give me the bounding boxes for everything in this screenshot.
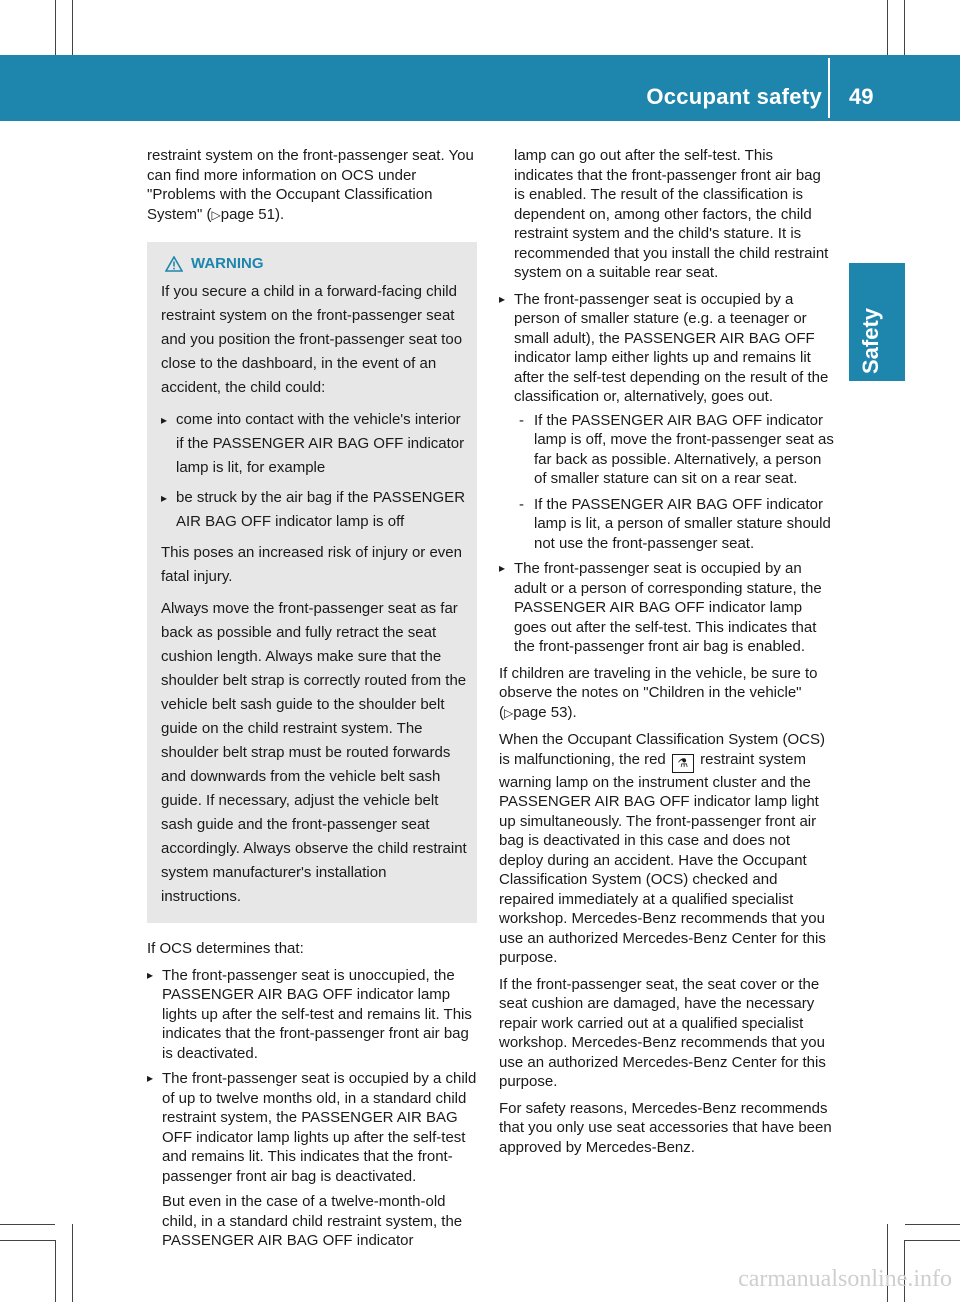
list-item: ▸ The front-passenger seat is occupied by an adult or a person of corresponding stature, the PASSENGER AIR BAG OFF indicator lamp goes out after the self-test. This indicates that the front-passenger front air bag is enabled. <box>499 559 835 657</box>
warning-paragraph: This poses an increased risk of injury or even fatal injury. <box>161 544 462 585</box>
ocs-list <box>147 966 477 1251</box>
children-paragraph: If children are traveling in the vehicle, be sure to observe the notes on "Children in the vehicle" (▷page 53). <box>499 664 818 721</box>
crop-mark <box>0 1240 55 1241</box>
seatbelt-warning-lamp-icon: ⚗ <box>672 754 694 773</box>
crop-mark <box>72 0 73 55</box>
warning-paragraph: If you secure a child in a forward-facing child restraint system on the front-passenger seat and you position the front-passenger seat too close to the dashboard, in the event of an accident, the child could: <box>161 283 463 396</box>
chapter-tab-label: Safety <box>858 307 883 374</box>
list-item: ▸ be struck by the air bag if the PASSENGER AIR BAG OFF indicator lamp is off <box>161 486 469 534</box>
right-column <box>499 146 835 1164</box>
watermark: carmanualsonline.info <box>738 1266 952 1292</box>
sub-list <box>514 411 835 554</box>
warning-paragraph: Always move the front-passenger seat as far back as possible and fully retract the seat cushion length. Always make sure that the shoulder belt strap is correctly routed from the vehicle belt sash guide to the shoulder belt guide on the child restraint system. The shoulder belt strap must be routed forwards and downwards from the vehicle belt sash guide. If necessary, adjust the vehicle belt sash guide and the front-passenger seat accordingly. Always observe the child restraint system manufacturer's installation instructions. <box>161 600 467 905</box>
warning-triangle-icon <box>165 256 183 272</box>
crop-mark <box>887 0 888 55</box>
continuation-paragraph: But even in the case of a twelve-month-old child, in a standard child restraint system, the PASSENGER AIR BAG OFF indicator <box>162 1193 463 1249</box>
warning-box <box>147 242 477 923</box>
warning-list <box>161 408 469 534</box>
warning-label: WARNING <box>191 255 264 272</box>
list-item: ▸ come into contact with the vehicle's interior if the PASSENGER AIR BAG OFF indicator lamp is lit, for example <box>161 408 469 480</box>
stature-list <box>499 290 835 657</box>
triangle-arrow-icon: ▷ <box>504 705 514 720</box>
crop-mark <box>0 1224 55 1225</box>
sub-list-item: - If the PASSENGER AIR BAG OFF indicator lamp is lit, a person of smaller stature should not use the front-passenger seat. <box>514 495 835 554</box>
triangle-arrow-icon: ▷ <box>211 207 221 222</box>
ocs-intro: If OCS determines that: <box>147 940 304 957</box>
header-divider <box>828 58 830 118</box>
crop-mark <box>72 1224 73 1302</box>
crop-mark <box>904 0 905 55</box>
intro-paragraph: restraint system on the front-passenger seat. You can find more information on OCS under "Problems with the Occupant Classification System" (▷page 51). <box>147 147 474 223</box>
list-item: ▸ The front-passenger seat is unoccupied, the PASSENGER AIR BAG OFF indicator lamp lights up after the self-test and remains lit. This indicates that the front-passenger front air bag is deactivated. <box>147 966 477 1064</box>
left-column <box>147 146 477 1258</box>
page-number: 49 <box>849 84 874 109</box>
page-reference-link[interactable]: page 51). <box>220 205 285 223</box>
crop-mark <box>905 1224 960 1225</box>
malfunction-paragraph: When the Occupant Classification System (OCS) is malfunctioning, the red ⚗ restraint system warning lamp on the instrument cluster and the PASSENGER AIR BAG OFF indicator lamp light up simultaneously. The front-passenger front air bag is deactivated in this case and does not deploy during an accident. Have the Occupant Classification System (OCS) checked and repaired immediately at a qualified specialist workshop. Mercedes-Benz recommends that you use an authorized Mercedes-Benz Center for this purpose. <box>499 731 826 966</box>
damage-paragraph: If the front-passenger seat, the seat cover or the seat cushion are damaged, have the necessary repair work carried out at a qualified specialist workshop. Mercedes-Benz recommends that you use an authorized Mercedes-Benz Center for this purpose. <box>499 975 826 1090</box>
crop-mark <box>55 1240 56 1302</box>
crop-mark <box>905 1240 960 1241</box>
crop-mark <box>55 0 56 55</box>
continuation-paragraph: lamp can go out after the self-test. This indicates that the front-passenger front air bag is enabled. The result of the classification is dependent on, among other factors, the child restraint system and the child's stature. It is recommended that you install the child restraint system on a suitable rear seat. <box>514 147 829 281</box>
list-item: ▸ The front-passenger seat is occupied by a person of smaller stature (e.g. a teenager or small adult), the PASSENGER AIR BAG OFF indicator lamp either lights up and remains lit after the self-test depending on the result of the classification or, alternatively, goes out. - If the PASSENGER AIR BAG OFF indicator lamp is off, move the front-passenger seat as far back as possible. Alternatively, a person of smaller stature can sit on a rear seat. - If the PASSENGER AIR BAG OFF indicator lamp is lit, a person of smaller stature should not use the front-passenger seat. <box>499 290 835 554</box>
page-reference-link[interactable]: page 53). <box>513 703 577 721</box>
accessories-paragraph: For safety reasons, Mercedes-Benz recommends that you only use seat accessories that have been approved by Mercedes-Benz. <box>499 1099 832 1156</box>
section-title: Occupant safety <box>646 84 822 109</box>
sub-list-item: - If the PASSENGER AIR BAG OFF indicator lamp is off, move the front-passenger seat as far back as possible. Alternatively, a person of smaller stature can sit on a rear seat. <box>514 411 835 489</box>
warning-heading <box>161 252 469 276</box>
list-item: ▸ The front-passenger seat is occupied by a child of up to twelve months old, in a standard child restraint system, the PASSENGER AIR BAG OFF indicator lamp lights up after the self-test and remains lit. This indicates that the front-passenger front air bag is deactivated. But even in the case of a twelve-month-old child, in a standard child restraint system, the PASSENGER AIR BAG OFF indicator <box>147 1069 477 1251</box>
